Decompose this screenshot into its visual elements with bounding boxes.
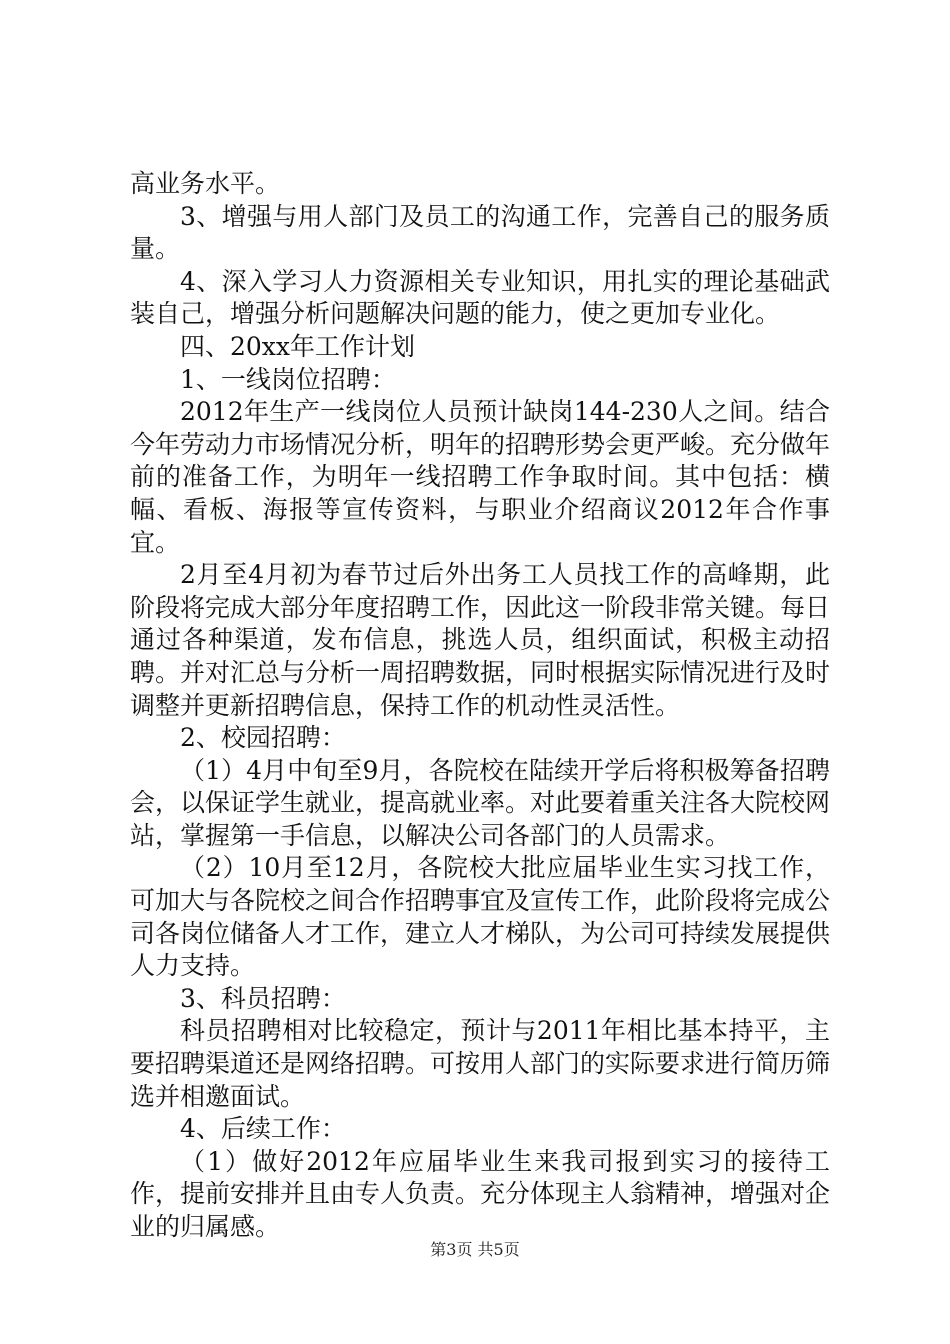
paragraph: （2）10月至12月，各院校大批应届毕业生实习找工作，可加大与各院校之间合作招聘事宜及宣传工作，此阶段将完成公司各岗位储备人才工作，建立人才梯队，为公司可持续发展提供人力支持。: [130, 853, 831, 981]
paragraph: 4、深入学习人力资源相关专业知识，用扎实的理论基础武装自己，增强分析问题解决问题的能力，使之更加专业化。: [130, 266, 830, 329]
subsection-heading: 4、后续工作：: [180, 1114, 346, 1144]
subsection-heading: 1、一线岗位招聘：: [180, 364, 396, 394]
paragraph: 科员招聘相对比较稳定，预计与2011年相比基本持平，主要招聘渠道还是网络招聘。可按用人部门的实际要求进行简历筛选并相邀面试。: [130, 1016, 831, 1111]
document-body: [130, 168, 830, 1244]
paragraph: 3、增强与用人部门及员工的沟通工作，完善自己的服务质量。: [130, 201, 830, 264]
page-number-footer: 第3页 共5页: [430, 1240, 520, 1259]
paragraph: （1）做好2012年应届毕业生来我司报到实习的接待工作，提前安排并且由专人负责。充分体现主人翁精神，增强对企业的归属感。: [130, 1146, 831, 1241]
paragraph: 2012年生产一线岗位人员预计缺岗144-230人之间。结合今年劳动力市场情况分析，明年的招聘形势会更严峻。充分做年前的准备工作，为明年一线招聘工作争取时间。其中包括：横幅、看板、海报等宣传资料，与职业介绍商议2012年合作事宜。: [130, 397, 831, 557]
subsection-heading: 3、科员招聘：: [180, 983, 346, 1013]
paragraph: （1）4月中旬至9月，各院校在陆续开学后将积极筹备招聘会，以保证学生就业，提高就业率。对此要着重关注各大院校网站，掌握第一手信息，以解决公司各部门的人员需求。: [130, 755, 831, 850]
section-heading: 四、20xx年工作计划: [180, 331, 416, 361]
paragraph: 高业务水平。: [130, 169, 281, 198]
paragraph: 2月至4月初为春节过后外出务工人员找工作的高峰期，此阶段将完成大部分年度招聘工作，因此这一阶段非常关键。每日通过各种渠道，发布信息，挑选人员，组织面试，积极主动招聘。并对汇总与分析一周招聘数据，同时根据实际情况进行及时调整并更新招聘信息，保持工作的机动性灵活性。: [130, 560, 831, 720]
subsection-heading: 2、校园招聘：: [180, 723, 346, 753]
